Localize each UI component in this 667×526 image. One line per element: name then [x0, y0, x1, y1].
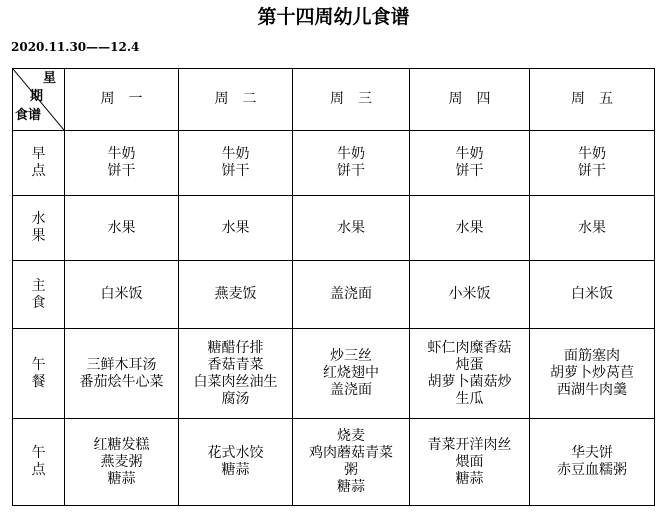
menu-cell — [530, 329, 655, 419]
menu-item-line: 水果 — [221, 219, 250, 236]
menu-item-line: 青菜开洋肉丝 — [427, 436, 512, 453]
menu-item-line: 番茄烩牛心菜 — [79, 373, 164, 390]
day-header-wednesday — [293, 69, 410, 131]
menu-item-line: 水果 — [455, 219, 484, 236]
menu-item-line: 饼干 — [107, 163, 136, 179]
menu-item-line: 燕麦饭 — [214, 286, 257, 302]
meal-label-char: 早 — [31, 146, 46, 162]
day-label: 周 五 — [571, 91, 613, 107]
menu-item-line: 白米饭 — [100, 286, 143, 302]
menu-item-line: 煨面 — [455, 453, 484, 470]
meal-label-char: 水 — [31, 211, 46, 227]
menu-cell — [179, 196, 293, 261]
menu-item-line: 燕麦粥 — [100, 453, 143, 470]
menu-cell — [179, 329, 293, 419]
meal-label-char: 点 — [31, 163, 46, 179]
menu-item-line: 糖蒜 — [107, 470, 136, 487]
menu-cell — [410, 196, 530, 261]
menu-cell — [179, 261, 293, 329]
menu-cell — [530, 131, 655, 196]
menu-item-line: 糖醋仔排 — [207, 339, 264, 356]
menu-cell — [65, 261, 179, 329]
menu-item-line: 赤豆血糯粥 — [557, 462, 627, 478]
menu-cell — [65, 419, 179, 506]
menu-cell — [410, 131, 530, 196]
menu-cell — [410, 261, 530, 329]
corner-label-weekday-top: 星 — [42, 71, 56, 86]
menu-item-line: 炒三丝 — [330, 348, 372, 364]
menu-item-line: 饼干 — [578, 163, 606, 179]
menu-cell — [65, 196, 179, 261]
menu-body — [13, 131, 655, 506]
menu-cell — [65, 131, 179, 196]
meal-label-cell — [13, 329, 65, 419]
menu-item-line: 牛奶 — [107, 146, 136, 162]
day-label: 周 三 — [330, 91, 372, 107]
menu-cell — [293, 131, 410, 196]
menu-item-line: 糖蒜 — [221, 462, 250, 478]
day-header-tuesday — [179, 69, 293, 131]
meal-label-cell — [13, 261, 65, 329]
meal-label-char: 食 — [31, 294, 46, 311]
meal-label-cell — [13, 419, 65, 506]
menu-cell — [293, 419, 410, 506]
menu-item-line: 腐汤 — [221, 390, 250, 407]
meal-label-char: 午 — [31, 445, 46, 461]
corner-label-weekday-bottom: 期 — [30, 89, 44, 104]
menu-item-line: 红烧翅中 — [323, 365, 379, 381]
corner-label-menu: 食谱 — [15, 108, 42, 123]
menu-item-line: 小米饭 — [448, 286, 491, 302]
menu-cell — [293, 329, 410, 419]
menu-cell — [530, 196, 655, 261]
menu-item-line: 饼干 — [455, 163, 484, 179]
menu-item-line: 盖浇面 — [330, 286, 372, 302]
menu-item-line: 炖蛋 — [455, 356, 484, 373]
afternoon-snack-row — [13, 419, 655, 506]
menu-cell — [179, 131, 293, 196]
menu-item-line: 花式水饺 — [207, 445, 264, 461]
menu-item-line: 水果 — [337, 219, 365, 236]
day-label: 周 一 — [100, 91, 143, 107]
meal-label-char: 主 — [31, 277, 46, 294]
meal-label-char: 午 — [31, 356, 46, 373]
menu-item-line: 面筋塞肉 — [564, 348, 620, 364]
menu-cell — [293, 196, 410, 261]
menu-item-line: 饼干 — [221, 163, 250, 179]
menu-item-line: 白米饭 — [571, 286, 613, 302]
menu-cell — [410, 329, 530, 419]
staple-row — [13, 261, 655, 329]
day-label: 周 二 — [214, 91, 257, 107]
menu-item-line: 胡萝卜菌菇炒 — [427, 373, 512, 390]
day-label: 周 四 — [448, 91, 491, 107]
corner-header-cell — [13, 69, 65, 131]
page-title: 第十四周幼儿食谱 — [257, 6, 410, 28]
menu-item-line: 华夫饼 — [571, 445, 613, 461]
menu-cell — [410, 419, 530, 506]
menu-item-line: 牛奶 — [337, 146, 365, 162]
menu-item-line: 红糖发糕 — [93, 436, 150, 453]
menu-item-line: 牛奶 — [221, 146, 250, 162]
menu-cell — [65, 329, 179, 419]
menu-item-line: 虾仁肉糜香菇 — [427, 339, 512, 356]
menu-item-line: 糖蒜 — [337, 479, 365, 495]
meal-label-char: 果 — [31, 228, 46, 244]
menu-item-line: 水果 — [578, 219, 606, 236]
menu-item-line: 胡萝卜炒莴苣 — [550, 365, 634, 381]
meal-label-cell — [13, 196, 65, 261]
day-header-monday — [65, 69, 179, 131]
menu-item-line: 水果 — [107, 219, 136, 236]
lunch-row — [13, 329, 655, 419]
menu-item-line: 牛奶 — [455, 146, 484, 162]
breakfast-snack-row — [13, 131, 655, 196]
menu-table — [12, 68, 655, 506]
day-header-friday — [530, 69, 655, 131]
menu-cell — [530, 261, 655, 329]
menu-item-line: 糖蒜 — [455, 470, 484, 487]
date-range: 2020.11.30——12.4 — [11, 40, 140, 54]
menu-item-line: 牛奶 — [578, 146, 606, 162]
meal-label-char: 点 — [31, 462, 46, 478]
menu-item-line: 香菇青菜 — [207, 356, 264, 373]
menu-item-line: 生瓜 — [455, 390, 484, 407]
menu-item-line: 三鲜木耳汤 — [86, 356, 157, 373]
menu-cell — [179, 419, 293, 506]
menu-item-line: 西湖牛肉羹 — [557, 382, 627, 398]
header-row — [13, 69, 655, 131]
menu-item-line: 粥 — [344, 462, 358, 478]
menu-item-line: 饼干 — [337, 163, 365, 179]
menu-item-line: 白菜肉丝油生 — [193, 373, 278, 390]
menu-cell — [530, 419, 655, 506]
day-header-thursday — [410, 69, 530, 131]
menu-item-line: 盖浇面 — [330, 382, 372, 398]
meal-label-cell — [13, 131, 65, 196]
menu-item-line: 鸡肉蘑菇青菜 — [309, 445, 393, 461]
fruit-row — [13, 196, 655, 261]
menu-item-line: 烧麦 — [337, 428, 365, 444]
menu-cell — [293, 261, 410, 329]
meal-label-char: 餐 — [31, 373, 46, 390]
